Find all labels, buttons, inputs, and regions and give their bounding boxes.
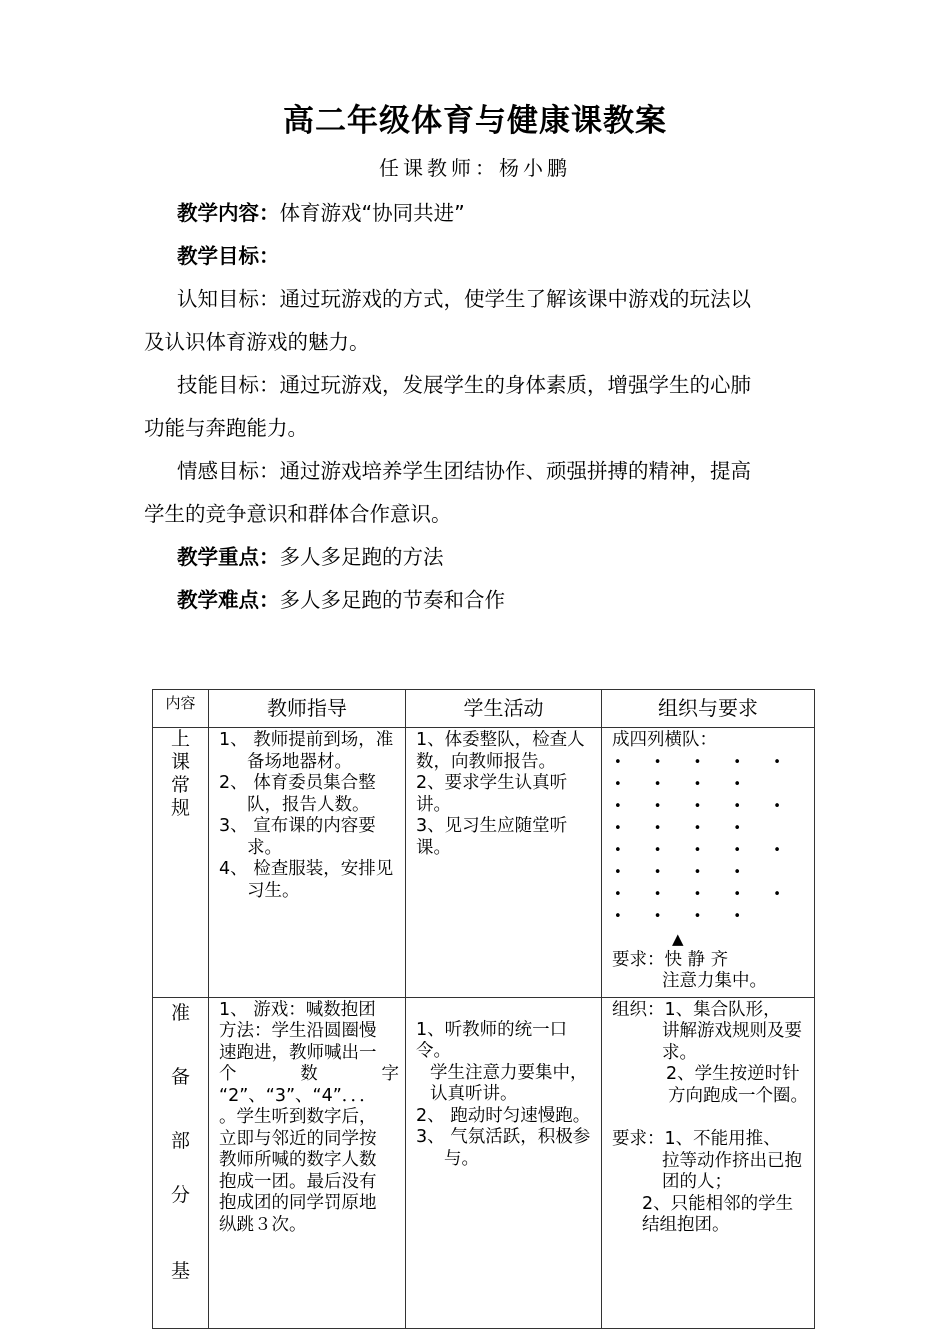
list-item: 2、 体育委员集合整队，报告人数。: [219, 773, 376, 815]
difficulty-value: 多人多足跑的节奏和合作: [279, 588, 505, 612]
skill-goal-line2: 功能与奔跑能力。: [144, 416, 308, 440]
formation-title: 成四列横队：: [612, 730, 717, 750]
text-line: 立即与邻近的同学按: [219, 1128, 377, 1149]
row-label-char: 分: [170, 1183, 190, 1206]
teacher-triangle-icon: ▲: [672, 929, 684, 948]
organization-cell: [602, 997, 815, 1328]
list-item: 3、见习生应随堂听课。: [416, 816, 568, 858]
row-label-char: 部: [170, 1129, 190, 1152]
teaching-content-value: 体育游戏“协同共进”: [279, 201, 465, 225]
text-line: 拉等动作挤出已抱团的人；: [662, 1150, 802, 1192]
text-line: 速跑进，教师喊出一: [219, 1042, 377, 1063]
requirement-line: 要求：快 静 齐: [612, 949, 729, 970]
page-title: 高二年级体育与健康课教案: [283, 103, 667, 139]
header-teacher-guidance: 教师指导: [209, 690, 406, 728]
formation-dots-row: • • • • • • • • •: [614, 886, 795, 924]
table-header-row: [153, 690, 815, 728]
formation-dots-row: • • • • • • • • •: [614, 754, 795, 792]
row-label-preparation: [153, 997, 209, 1328]
table-row: [153, 728, 815, 998]
formation-dots-row: • • • • • • • • •: [614, 798, 795, 836]
emotion-goal-line2: 学生的竞争意识和群体合作意识。: [144, 502, 452, 526]
list-item: 4、 检查服装，安排见习生。: [219, 859, 394, 901]
list-item: 学生注意力要集中，认真听讲。: [430, 1062, 588, 1104]
row-label-char: 基: [170, 1259, 190, 1282]
student-activity-cell: [406, 728, 602, 998]
table-row: [153, 997, 815, 1328]
cognitive-goal-line2: 及认识体育游戏的魅力。: [144, 330, 370, 354]
text-line: 2、只能相邻的学生结组抱团。: [642, 1193, 794, 1235]
emotion-goal-line1: 情感目标：通过游戏培养学生团结协作、顽强拼搏的精神，提高: [177, 459, 751, 483]
text-line: 组织：1、集合队形，: [612, 999, 781, 1020]
text-line: 抱成一团。最后没有: [219, 1171, 377, 1192]
text-line: 2、学生按逆时针方向跑成一个圈。: [666, 1064, 808, 1106]
skill-goal-line1: 技能目标：通过玩游戏，发展学生的身体素质，增强学生的心肺: [177, 373, 751, 397]
list-item: 3、 宣布课的内容要求。: [219, 816, 376, 858]
lesson-plan-table: [152, 689, 815, 1329]
key-point: [144, 536, 847, 579]
key-point-value: 多人多足跑的方法: [279, 545, 444, 569]
text-line: 。学生听到数字后，: [219, 1107, 377, 1127]
row-label-char: 备: [170, 1065, 190, 1088]
formation-dots-row: • • • • • • • • •: [614, 842, 795, 880]
text-line: 1、 游戏：喊数抱团: [219, 999, 376, 1020]
difficulty: [144, 579, 847, 622]
list-item: 1、听教师的统一口令。: [416, 1019, 568, 1061]
list-item: 2、 跑动时匀速慢跑。: [416, 1105, 591, 1126]
key-point-label: 教学重点：: [177, 545, 280, 569]
list-item: 1、体委整队，检查人数，向教师报告。: [416, 730, 585, 772]
row-label-char: 上: [170, 728, 190, 750]
requirement-line: 注意力集中。: [662, 971, 767, 991]
difficulty-label: 教学难点：: [177, 588, 280, 612]
text-line: “2”、“3”、“4”．．．: [219, 1085, 377, 1106]
list-item: 1、 教师提前到场，准备场地器材。: [219, 730, 394, 772]
teacher-guidance-cell: [209, 997, 406, 1328]
text-line: 讲解游戏规则及要求。: [662, 1021, 802, 1063]
row-label-char: 常: [170, 774, 190, 796]
teaching-content: [144, 192, 847, 235]
teaching-goals-label: 教学目标：: [177, 244, 280, 268]
text-line: 要求：1、不能用推、: [612, 1129, 781, 1149]
teacher-guidance-cell: [209, 728, 406, 998]
cognitive-goal-line1: 认知目标：通过玩游戏的方式，使学生了解该课中游戏的玩法以: [177, 287, 751, 311]
row-label-char: 准: [170, 1001, 190, 1024]
teacher-line: 任课教师：杨小鹏: [379, 156, 571, 180]
text-line: 个 数 字: [219, 1064, 399, 1084]
organization-cell: [602, 728, 815, 998]
row-label-routine: [153, 728, 209, 998]
header-student-activity: 学生活动: [406, 690, 602, 728]
text-line: 方法：学生沿圆圈慢: [219, 1021, 377, 1041]
header-organization: 组织与要求: [602, 690, 815, 728]
student-activity-cell: [406, 997, 602, 1328]
list-item: 3、 气氛活跃，积极参与。: [416, 1127, 591, 1169]
text-line: 抱成团的同学罚原地: [219, 1193, 377, 1213]
teaching-content-label: 教学内容：: [177, 201, 280, 225]
list-item: 2、要求学生认真听讲。: [416, 773, 568, 815]
row-label-char: 规: [170, 797, 190, 819]
row-label-char: 课: [170, 751, 190, 773]
text-line: 纵跳３次。: [219, 1214, 307, 1235]
header-content: 内容: [153, 690, 209, 728]
text-line: 教师所喊的数字人数: [219, 1150, 377, 1170]
